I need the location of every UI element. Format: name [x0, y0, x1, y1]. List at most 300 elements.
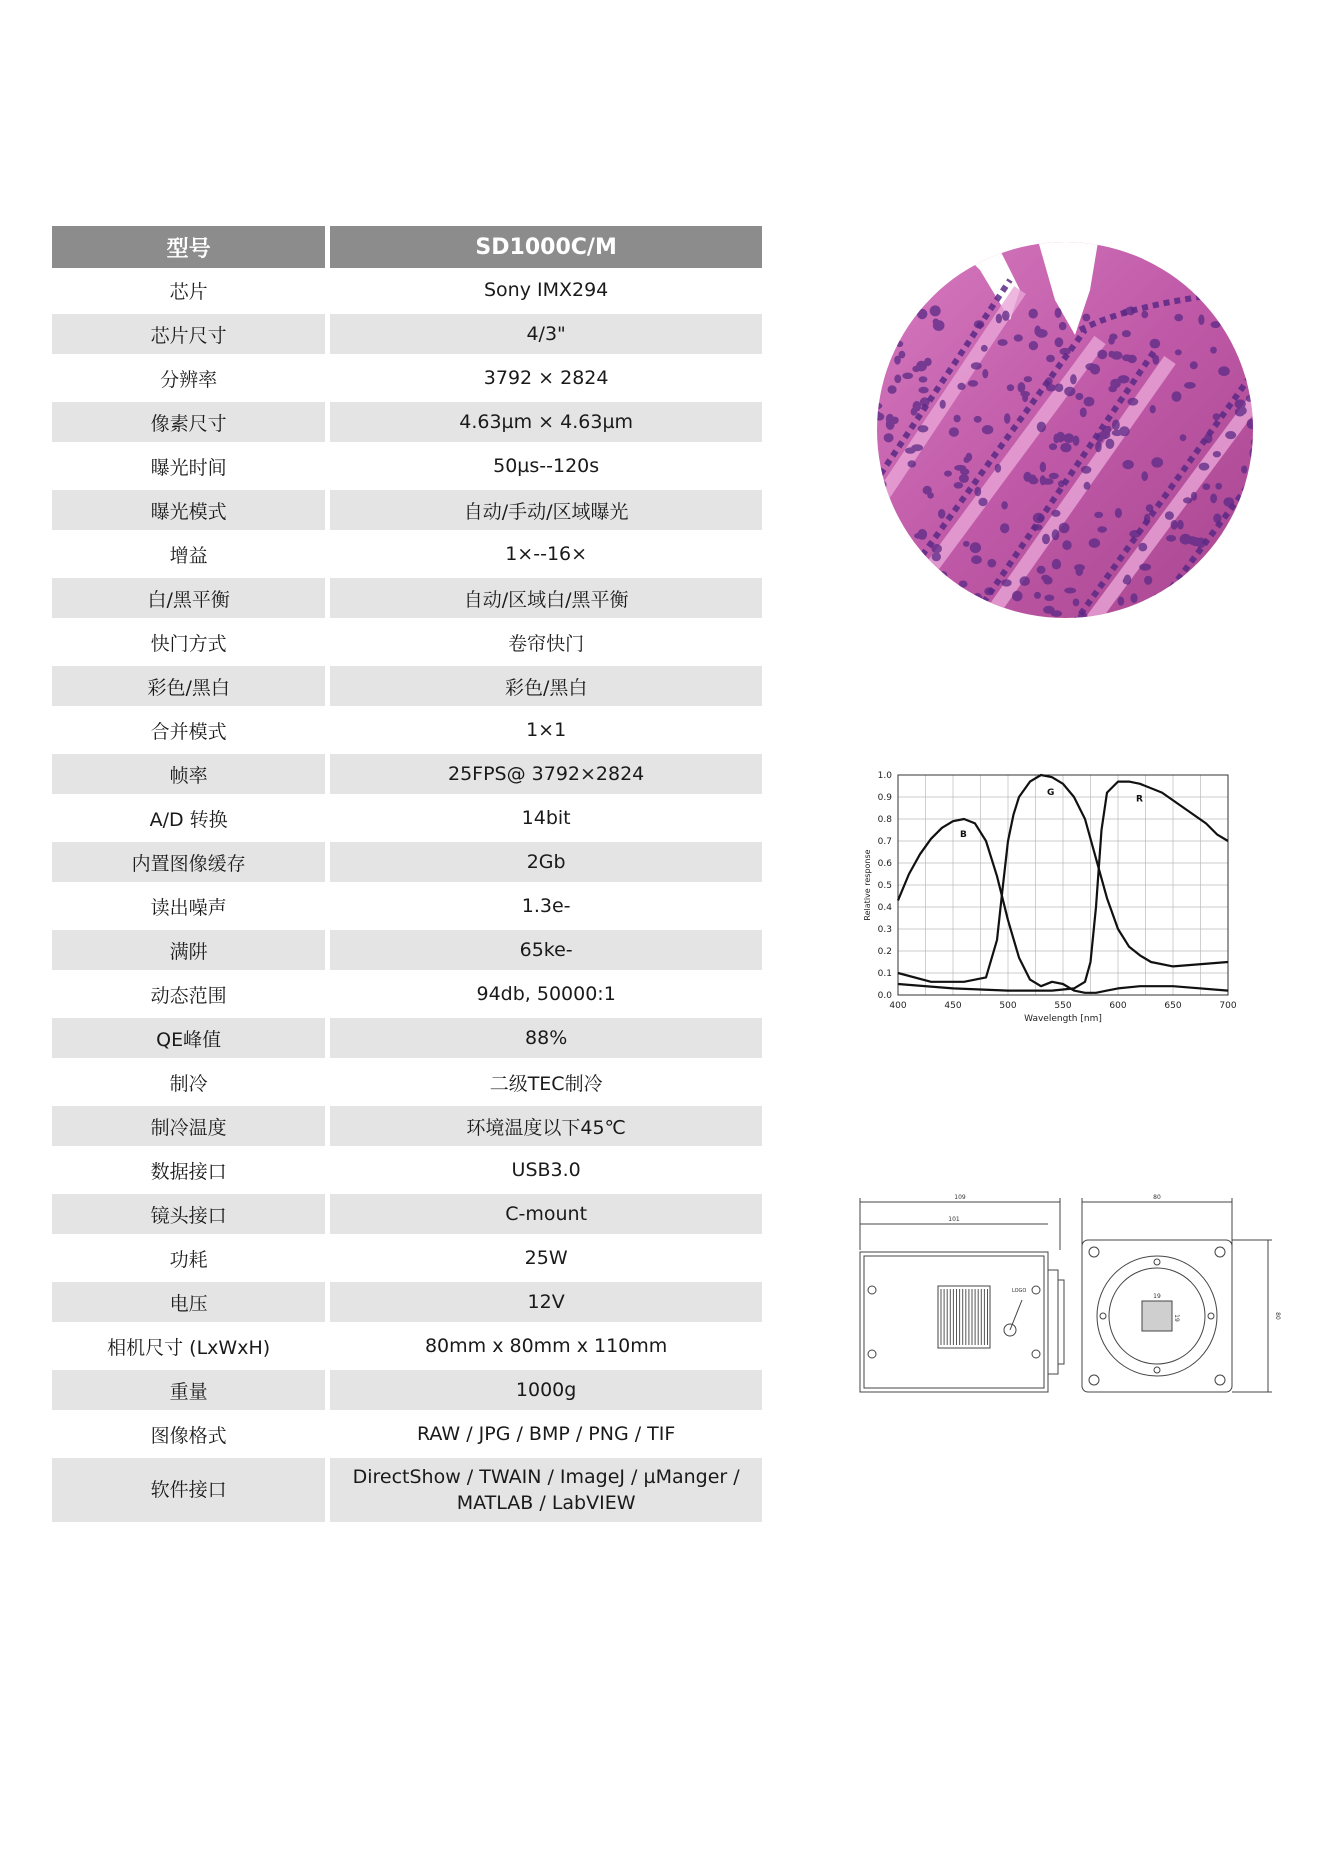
- x-tick-label: 550: [1054, 1001, 1072, 1011]
- nucleus: [1089, 538, 1100, 548]
- nucleus: [902, 373, 913, 380]
- nucleus: [1171, 520, 1178, 530]
- table-row: [52, 1104, 762, 1148]
- spec-value: 25FPS@ 3792×2824: [330, 752, 762, 796]
- nucleus: [1188, 612, 1199, 619]
- nucleus: [886, 414, 894, 425]
- nucleus: [1204, 433, 1212, 443]
- nucleus: [1172, 391, 1182, 402]
- table-row: [52, 664, 762, 708]
- nucleus: [1212, 599, 1220, 610]
- nucleus: [1190, 361, 1198, 369]
- spec-value: 二级TEC制冷: [330, 1060, 762, 1104]
- table-row: [52, 1236, 762, 1280]
- heat-sink: [938, 1286, 990, 1348]
- nucleus: [900, 537, 910, 544]
- dim-inner-label: 101: [948, 1216, 960, 1223]
- nucleus: [954, 482, 964, 489]
- nucleus: [1040, 462, 1046, 472]
- spec-value: 2Gb: [330, 840, 762, 884]
- nucleus: [1128, 398, 1139, 406]
- nucleus: [1106, 439, 1115, 449]
- chart-grid: [898, 775, 1228, 995]
- nucleus: [1108, 337, 1115, 345]
- nucleus: [927, 492, 934, 498]
- spec-key: QE峰值: [52, 1016, 325, 1060]
- table-row: [52, 356, 762, 400]
- nucleus: [1210, 347, 1217, 354]
- nucleus: [995, 464, 1001, 473]
- nucleus: [1045, 377, 1052, 385]
- y-axis-label: Relative response: [863, 849, 872, 921]
- nucleus: [1180, 434, 1187, 441]
- table-header-row: [52, 226, 762, 268]
- nucleus: [881, 551, 893, 558]
- nucleus: [913, 401, 922, 412]
- nucleus: [957, 383, 965, 390]
- nucleus: [1122, 354, 1132, 361]
- dimension-drawing: [850, 1190, 1280, 1410]
- nucleus: [1152, 355, 1159, 365]
- nucleus: [866, 458, 875, 464]
- nucleus: [996, 314, 1002, 324]
- nucleus: [1184, 382, 1196, 389]
- nucleus: [1175, 349, 1182, 355]
- table-row: [52, 1368, 762, 1412]
- nucleus: [1090, 364, 1100, 375]
- nucleus: [867, 610, 877, 617]
- table-row: [52, 400, 762, 444]
- nucleus: [1032, 524, 1043, 530]
- nucleus: [971, 555, 982, 564]
- x-tick-label: 450: [944, 1001, 962, 1011]
- nucleus: [1224, 497, 1235, 507]
- nucleus: [1215, 483, 1222, 490]
- nucleus: [1024, 376, 1032, 382]
- y-tick-label: 0.9: [877, 793, 892, 803]
- nucleus: [897, 580, 903, 586]
- spec-key: 帧率: [52, 752, 325, 796]
- y-tick-label: 0.8: [877, 815, 892, 825]
- nucleus: [1220, 554, 1226, 562]
- spec-value: 50µs--120s: [330, 444, 762, 488]
- spec-table: [47, 226, 767, 1524]
- y-tick-label: 0.6: [877, 859, 892, 869]
- spec-key: 增益: [52, 532, 325, 576]
- spec-value: Sony IMX294: [330, 268, 762, 312]
- nucleus: [940, 603, 947, 614]
- nucleus: [1051, 610, 1062, 617]
- series-label: G: [1047, 788, 1055, 798]
- nucleus: [974, 487, 981, 497]
- nucleus: [1235, 399, 1246, 408]
- header-value: SD1000C/M: [330, 226, 762, 268]
- spec-key: 分辨率: [52, 356, 325, 400]
- nucleus: [1213, 413, 1220, 420]
- nucleus: [982, 617, 988, 623]
- spec-key: 芯片尺寸: [52, 312, 325, 356]
- dim-width-label: 80: [1153, 1194, 1161, 1201]
- spec-value: 4.63µm × 4.63µm: [330, 400, 762, 444]
- spec-key: 镜头接口: [52, 1192, 325, 1236]
- dim-length-label: 109: [954, 1194, 966, 1201]
- nucleus: [913, 552, 924, 559]
- nucleus: [955, 599, 963, 607]
- nucleus: [982, 369, 988, 378]
- spec-value: USB3.0: [330, 1148, 762, 1192]
- x-axis-label: Wavelength [nm]: [1024, 1014, 1102, 1024]
- nucleus: [1206, 560, 1214, 570]
- table-row: [52, 928, 762, 972]
- nucleus: [920, 397, 930, 407]
- nucleus: [1202, 483, 1210, 490]
- nucleus: [1226, 572, 1236, 581]
- spec-value: 彩色/黑白: [330, 664, 762, 708]
- nucleus: [888, 385, 897, 394]
- nucleus: [1105, 426, 1112, 433]
- table-row: [52, 1016, 762, 1060]
- table-row: [52, 1148, 762, 1192]
- nucleus: [919, 387, 929, 394]
- nucleus: [1064, 588, 1076, 594]
- nucleus: [1247, 419, 1257, 430]
- spec-value: 14bit: [330, 796, 762, 840]
- nucleus: [1029, 341, 1038, 350]
- x-tick-label: 700: [1219, 1001, 1237, 1011]
- nucleus: [884, 433, 894, 442]
- nucleus: [1213, 514, 1221, 524]
- spec-value: RAW / JPG / BMP / PNG / TIF: [330, 1412, 762, 1456]
- nucleus: [1153, 594, 1159, 604]
- nucleus: [1023, 472, 1031, 482]
- nucleus: [1150, 405, 1156, 413]
- camera-body-side: [860, 1252, 1048, 1392]
- nucleus: [1055, 308, 1062, 318]
- dim-height-label: 80: [1274, 1312, 1281, 1320]
- spec-value: 80mm x 80mm x 110mm: [330, 1324, 762, 1368]
- spec-key: 白/黑平衡: [52, 576, 325, 620]
- spec-key: 满阱: [52, 928, 325, 972]
- nucleus: [987, 559, 996, 568]
- nucleus: [1244, 584, 1251, 591]
- spec-value: 自动/手动/区域曝光: [330, 488, 762, 532]
- spec-value: 65ke-: [330, 928, 762, 972]
- nucleus: [968, 380, 978, 387]
- nucleus: [972, 604, 981, 611]
- nucleus: [1080, 408, 1087, 418]
- spec-value: 88%: [330, 1016, 762, 1060]
- table-row: [52, 708, 762, 752]
- nucleus: [1144, 514, 1150, 524]
- sensor-h-label: 19: [1173, 1314, 1180, 1322]
- spec-key: 动态范围: [52, 972, 325, 1016]
- nucleus: [1055, 337, 1064, 347]
- y-tick-label: 0.0: [877, 991, 892, 1001]
- nucleus: [1125, 307, 1134, 315]
- spec-value: 环境温度以下45℃: [330, 1104, 762, 1148]
- nucleus: [1218, 366, 1230, 376]
- nucleus: [1250, 448, 1256, 458]
- nucleus: [1020, 391, 1030, 397]
- nucleus: [1051, 510, 1060, 517]
- nucleus: [933, 319, 939, 325]
- nucleus: [938, 509, 945, 519]
- nucleus: [978, 498, 987, 506]
- x-tick-label: 650: [1164, 1001, 1182, 1011]
- nucleus: [1191, 537, 1201, 546]
- nucleus: [981, 345, 988, 352]
- nucleus: [1059, 322, 1067, 330]
- nucleus: [876, 480, 886, 489]
- nucleus: [1052, 559, 1061, 570]
- nucleus: [1249, 307, 1256, 316]
- nucleus: [1213, 451, 1221, 457]
- nucleus: [1097, 350, 1107, 360]
- table-row: [52, 576, 762, 620]
- nucleus: [1004, 413, 1010, 424]
- nucleus: [1244, 333, 1255, 339]
- spec-key: 读出噪声: [52, 884, 325, 928]
- spec-value: 自动/区域白/黑平衡: [330, 576, 762, 620]
- spec-value: 3792 × 2824: [330, 356, 762, 400]
- table-row: [52, 1192, 762, 1236]
- spec-key: 彩色/黑白: [52, 664, 325, 708]
- nucleus: [1002, 311, 1010, 321]
- y-tick-label: 0.2: [877, 947, 892, 957]
- nucleus: [1221, 540, 1228, 547]
- x-tick-label: 400: [889, 1001, 907, 1011]
- nucleus: [1151, 457, 1163, 467]
- nucleus: [1199, 463, 1210, 471]
- nucleus: [1165, 511, 1174, 520]
- nucleus: [1012, 591, 1023, 602]
- nucleus: [1060, 348, 1071, 355]
- logo-label: LOGO: [1012, 1288, 1027, 1294]
- spectral-response-chart: [860, 765, 1240, 1035]
- nucleus: [1247, 612, 1255, 618]
- table-row: [52, 1456, 762, 1524]
- nucleus: [1037, 422, 1046, 433]
- nucleus: [894, 356, 901, 365]
- table-row: [52, 532, 762, 576]
- nucleus: [911, 567, 922, 577]
- nucleus: [1141, 471, 1148, 481]
- sensor-w-label: 19: [1153, 1293, 1161, 1300]
- nucleus: [1150, 339, 1161, 349]
- nucleus: [932, 612, 941, 619]
- nucleus: [1097, 526, 1107, 532]
- spec-value: 1000g: [330, 1368, 762, 1412]
- nucleus: [1034, 592, 1041, 599]
- nucleus: [1211, 321, 1221, 328]
- table-row: [52, 1060, 762, 1104]
- nucleus: [1076, 567, 1084, 576]
- nucleus: [1177, 520, 1184, 530]
- nucleus: [1139, 564, 1151, 571]
- lens-mount-side: [1048, 1270, 1058, 1374]
- table-row: [52, 488, 762, 532]
- tissue-micrograph: [870, 230, 1260, 620]
- nucleus: [971, 603, 977, 611]
- spec-key: 内置图像缓存: [52, 840, 325, 884]
- spec-value: 94db, 50000:1: [330, 972, 762, 1016]
- spec-value: 12V: [330, 1280, 762, 1324]
- spec-key: 制冷: [52, 1060, 325, 1104]
- header-key: 型号: [52, 226, 325, 268]
- spec-value: 1×--16×: [330, 532, 762, 576]
- spec-key: 制冷温度: [52, 1104, 325, 1148]
- nucleus: [917, 309, 927, 319]
- nucleus: [1225, 431, 1236, 439]
- nucleus: [1000, 523, 1009, 533]
- nucleus: [873, 403, 883, 409]
- nucleus: [1014, 334, 1023, 341]
- nucleus: [932, 552, 941, 561]
- spec-key: A/D 转换: [52, 796, 325, 840]
- nucleus: [1042, 534, 1050, 545]
- nucleus: [1094, 512, 1103, 518]
- nucleus: [1037, 566, 1046, 574]
- nucleus: [1082, 314, 1090, 322]
- nucleus: [1115, 508, 1122, 518]
- spec-key: 像素尺寸: [52, 400, 325, 444]
- nucleus: [1033, 513, 1045, 523]
- nucleus: [1063, 433, 1074, 443]
- nucleus: [1060, 443, 1071, 453]
- table-row: [52, 796, 762, 840]
- nucleus: [1034, 326, 1041, 337]
- nucleus: [1237, 541, 1244, 549]
- nucleus: [1241, 495, 1249, 503]
- nucleus: [971, 362, 982, 369]
- nucleus: [930, 305, 941, 316]
- spec-key: 功耗: [52, 1236, 325, 1280]
- camera-body-inner: [864, 1256, 1044, 1388]
- nucleus: [1078, 612, 1088, 622]
- nucleus: [896, 341, 903, 347]
- y-tick-label: 0.7: [877, 837, 892, 847]
- series-label: R: [1136, 794, 1143, 805]
- nucleus: [918, 529, 928, 540]
- spec-key: 快门方式: [52, 620, 325, 664]
- nucleus: [916, 361, 927, 372]
- nucleus: [1044, 595, 1054, 601]
- nucleus: [963, 541, 970, 547]
- spec-value: C-mount: [330, 1192, 762, 1236]
- nucleus: [959, 581, 968, 588]
- spec-value: 1.3e-: [330, 884, 762, 928]
- nucleus: [931, 544, 942, 553]
- nucleus: [1064, 387, 1075, 397]
- nucleus: [874, 411, 881, 420]
- spec-key: 图像格式: [52, 1412, 325, 1456]
- nucleus: [959, 474, 969, 483]
- spec-key: 芯片: [52, 268, 325, 312]
- table-row: [52, 1324, 762, 1368]
- nucleus: [1062, 540, 1071, 550]
- nucleus: [970, 542, 981, 553]
- nucleus: [918, 425, 929, 432]
- nucleus: [940, 400, 946, 409]
- nucleus: [1241, 337, 1250, 347]
- nucleus: [1210, 494, 1217, 504]
- nucleus: [973, 593, 983, 604]
- nucleus: [1029, 309, 1038, 319]
- nucleus: [1194, 601, 1202, 610]
- nucleus: [1084, 482, 1091, 490]
- nucleus: [1123, 578, 1130, 585]
- nucleus: [1112, 420, 1120, 431]
- table-row: [52, 752, 762, 796]
- nucleus: [1058, 480, 1065, 487]
- nucleus: [1141, 311, 1148, 319]
- nucleus: [1246, 395, 1253, 402]
- nucleus: [1144, 576, 1152, 585]
- nucleus: [1056, 432, 1065, 443]
- nucleus: [1180, 534, 1192, 545]
- nucleus: [1001, 579, 1011, 586]
- nucleus: [1198, 314, 1204, 325]
- sensor-window: [1142, 1301, 1172, 1331]
- spec-key: 合并模式: [52, 708, 325, 752]
- table-row: [52, 620, 762, 664]
- nucleus: [1138, 543, 1147, 552]
- y-tick-label: 0.1: [877, 969, 892, 979]
- nucleus: [1041, 575, 1050, 581]
- nucleus: [1084, 397, 1095, 407]
- nucleus: [872, 382, 879, 390]
- nucleus: [1174, 314, 1183, 321]
- nucleus: [1112, 430, 1123, 436]
- table-row: [52, 972, 762, 1016]
- nucleus: [1073, 599, 1080, 607]
- nucleus: [982, 425, 993, 434]
- nucleus: [974, 416, 982, 423]
- nucleus: [1059, 523, 1070, 534]
- nucleus: [1049, 473, 1059, 479]
- nucleus: [1052, 529, 1060, 540]
- nucleus: [894, 375, 901, 384]
- nucleus: [1046, 384, 1057, 391]
- nucleus: [964, 456, 970, 463]
- y-tick-label: 0.3: [877, 925, 892, 935]
- nucleus: [1081, 466, 1092, 474]
- spec-key: 电压: [52, 1280, 325, 1324]
- nucleus: [1123, 460, 1134, 469]
- nucleus: [908, 460, 917, 467]
- table-row: [52, 840, 762, 884]
- spec-key: 数据接口: [52, 1148, 325, 1192]
- nucleus: [998, 339, 1008, 346]
- nucleus: [944, 471, 952, 477]
- spec-key: 相机尺寸 (LxWxH): [52, 1324, 325, 1368]
- nucleus: [1251, 438, 1263, 447]
- nucleus: [949, 427, 959, 437]
- table-row: [52, 444, 762, 488]
- table-row: [52, 268, 762, 312]
- spec-body: [52, 268, 762, 1524]
- nucleus: [867, 484, 878, 493]
- nucleus: [1122, 330, 1131, 337]
- nucleus: [919, 376, 928, 382]
- spec-value: 4/3": [330, 312, 762, 356]
- nucleus: [954, 465, 966, 471]
- nucleus: [984, 587, 994, 595]
- nucleus: [1040, 475, 1046, 485]
- nucleus: [1247, 362, 1254, 368]
- nucleus: [954, 415, 961, 423]
- nucleus: [905, 447, 916, 453]
